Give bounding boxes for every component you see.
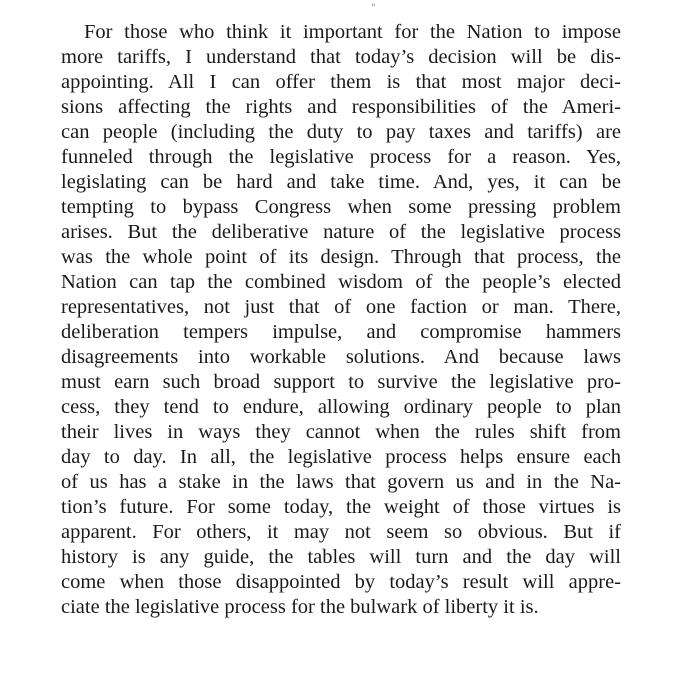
paragraph-line: disagreements into workable solutions. And because laws <box>61 346 621 368</box>
paragraph-line: of us has a stake in the laws that govern us and in the Na- <box>61 471 621 493</box>
paragraph-line: For those who think it important for the Nation to impose <box>84 21 621 43</box>
paragraph-line: sions affecting the rights and responsibilities of the Ameri- <box>61 96 621 118</box>
paragraph-line: cess, they tend to endure, allowing ordinary people to plan <box>61 396 621 418</box>
paragraph-line: was the whole point of its design. Through that process, the <box>61 246 621 268</box>
paragraph-line: their lives in ways they cannot when the rules shift from <box>61 421 621 443</box>
paragraph-line: day to day. In all, the legislative process helps ensure each <box>61 446 621 468</box>
paragraph-line: more tariffs, I understand that today’s decision will be dis- <box>61 46 621 68</box>
paragraph-line: arises. But the deliberative nature of the legislative process <box>61 221 621 243</box>
paragraph-line: ciate the legislative process for the bulwark of liberty it is. <box>61 596 539 618</box>
paragraph-line: history is any guide, the tables will turn and the day will <box>61 546 621 568</box>
paragraph-line: tion’s future. For some today, the weight of those virtues is <box>61 496 621 518</box>
paragraph-line: funneled through the legislative process for a reason. Yes, <box>61 146 621 168</box>
paragraph-line: Nation can tap the combined wisdom of the people’s elected <box>61 271 621 293</box>
paragraph-line: come when those disappointed by today’s result will appre- <box>61 571 621 593</box>
header-mark: " <box>371 3 376 14</box>
paragraph-line: deliberation tempers impulse, and compromise hammers <box>61 321 621 343</box>
paragraph-line: representatives, not just that of one faction or man. There, <box>61 296 621 318</box>
paragraph-line: tempting to bypass Congress when some pressing problem <box>61 196 621 218</box>
paragraph-line: legislating can be hard and take time. And, yes, it can be <box>61 171 621 193</box>
paragraph-line: must earn such broad support to survive the legislative pro- <box>61 371 621 393</box>
paragraph-line: can people (including the duty to pay taxes and tariffs) are <box>61 121 621 143</box>
paragraph-line: appointing. All I can offer them is that most major deci- <box>61 71 621 93</box>
opinion-paragraph <box>61 20 621 620</box>
paragraph-line: apparent. For others, it may not seem so obvious. But if <box>61 521 621 543</box>
